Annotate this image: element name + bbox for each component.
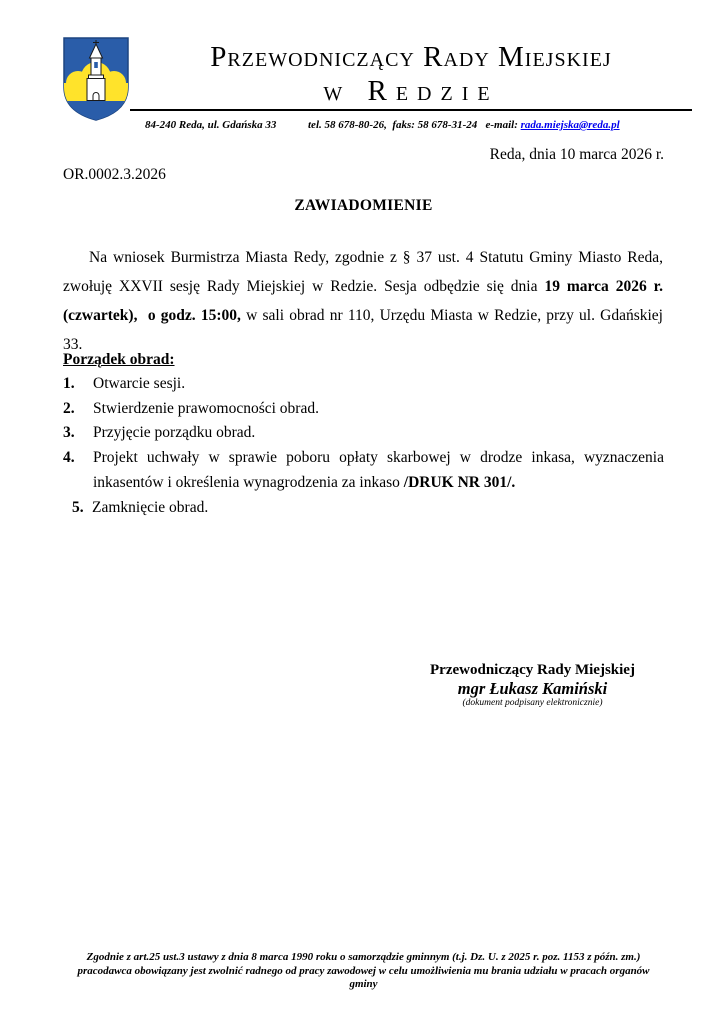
item-number: 1. [63,375,75,392]
contact-text: tel. 58 678-80-26, faks: 58 678-31-24 e-mail: [308,119,521,131]
agenda-item-3 [63,421,664,446]
intro-session-datetime: 19 marca 2026 r. (czwartek), o godz. 15:00, [63,278,663,324]
org-name-line1: Przewodniczący Rady Miejskiej [210,41,612,73]
item-text: Projekt uchwały w sprawie poboru opłaty skarbowej w drodze inkasa, wyznaczenia inkasentów i określenia wynagrodzenia za inkaso [93,449,664,491]
letterhead-address: 84-240 Reda, ul. Gdańska 33 [145,119,277,131]
item-number: 4. [63,449,75,467]
date-line: Reda, dnia 10 marca 2026 r. [489,146,664,163]
agenda-item-4 [63,446,664,495]
agenda-list [63,372,664,520]
item-number: 3. [63,424,75,442]
letterhead-divider [130,109,692,111]
agenda-item-5 [63,496,664,521]
email-link[interactable]: rada.miejska@reda.pl [520,119,620,131]
agenda-item-1 [63,372,664,397]
agenda-item-2 [63,397,664,422]
item-number: 2. [63,399,75,417]
intro-paragraph [63,243,663,359]
signature-electronic-note: (dokument podpisany elektronicznie) [462,698,603,708]
org-name-line2: w Redzie [323,75,499,107]
document-title: ZAWIADOMIENIE [294,197,433,214]
item-number: 5. [72,498,84,516]
signature-name: mgr Łukasz Kamiński [457,679,608,698]
footer-legal-note: Zgodnie z art.25 ust.3 ustawy z dnia 8 marca 1990 roku o samorządzie gminnym (t.j. Dz. U. z 2025 r. poz. 1153 z późn. zm.) pracodawca obowiązany jest zwolnić radnego od pracy zawodowej w celu umożliwienia mu brania udziału w pracach organów gminy [77,951,650,990]
item-text: Zamknięcie obrad. [92,498,209,516]
item-text: Otwarcie sesji. [93,375,186,392]
item-text: Przyjęcie porządku obrad. [93,424,256,442]
letterhead-contact [308,119,620,131]
intro-text-2: w sali obrad nr 110, Urzędu Miasta w Redzie, przy ul. Gdańskiej 33. [63,307,663,353]
item-text-druk-number: /DRUK NR 301/. [403,473,516,491]
letterhead-title [130,40,692,108]
signature-block [425,661,640,709]
agenda-heading: Porządek obrad: [63,351,175,368]
intro-text-1: Na wniosek Burmistrza Miasta Redy, zgodnie z § 37 ust. 4 Statutu Gminy Miasto Reda, zwołuję XXVII sesję Rady Miejskiej w Redzie. Sesja odbędzie się dnia [63,249,663,295]
reference-number: OR.0002.3.2026 [63,166,166,183]
signature-role: Przewodniczący Rady Miejskiej [430,662,635,678]
coat-of-arms-icon [63,37,129,121]
item-text: Stwierdzenie prawomocności obrad. [93,399,319,417]
